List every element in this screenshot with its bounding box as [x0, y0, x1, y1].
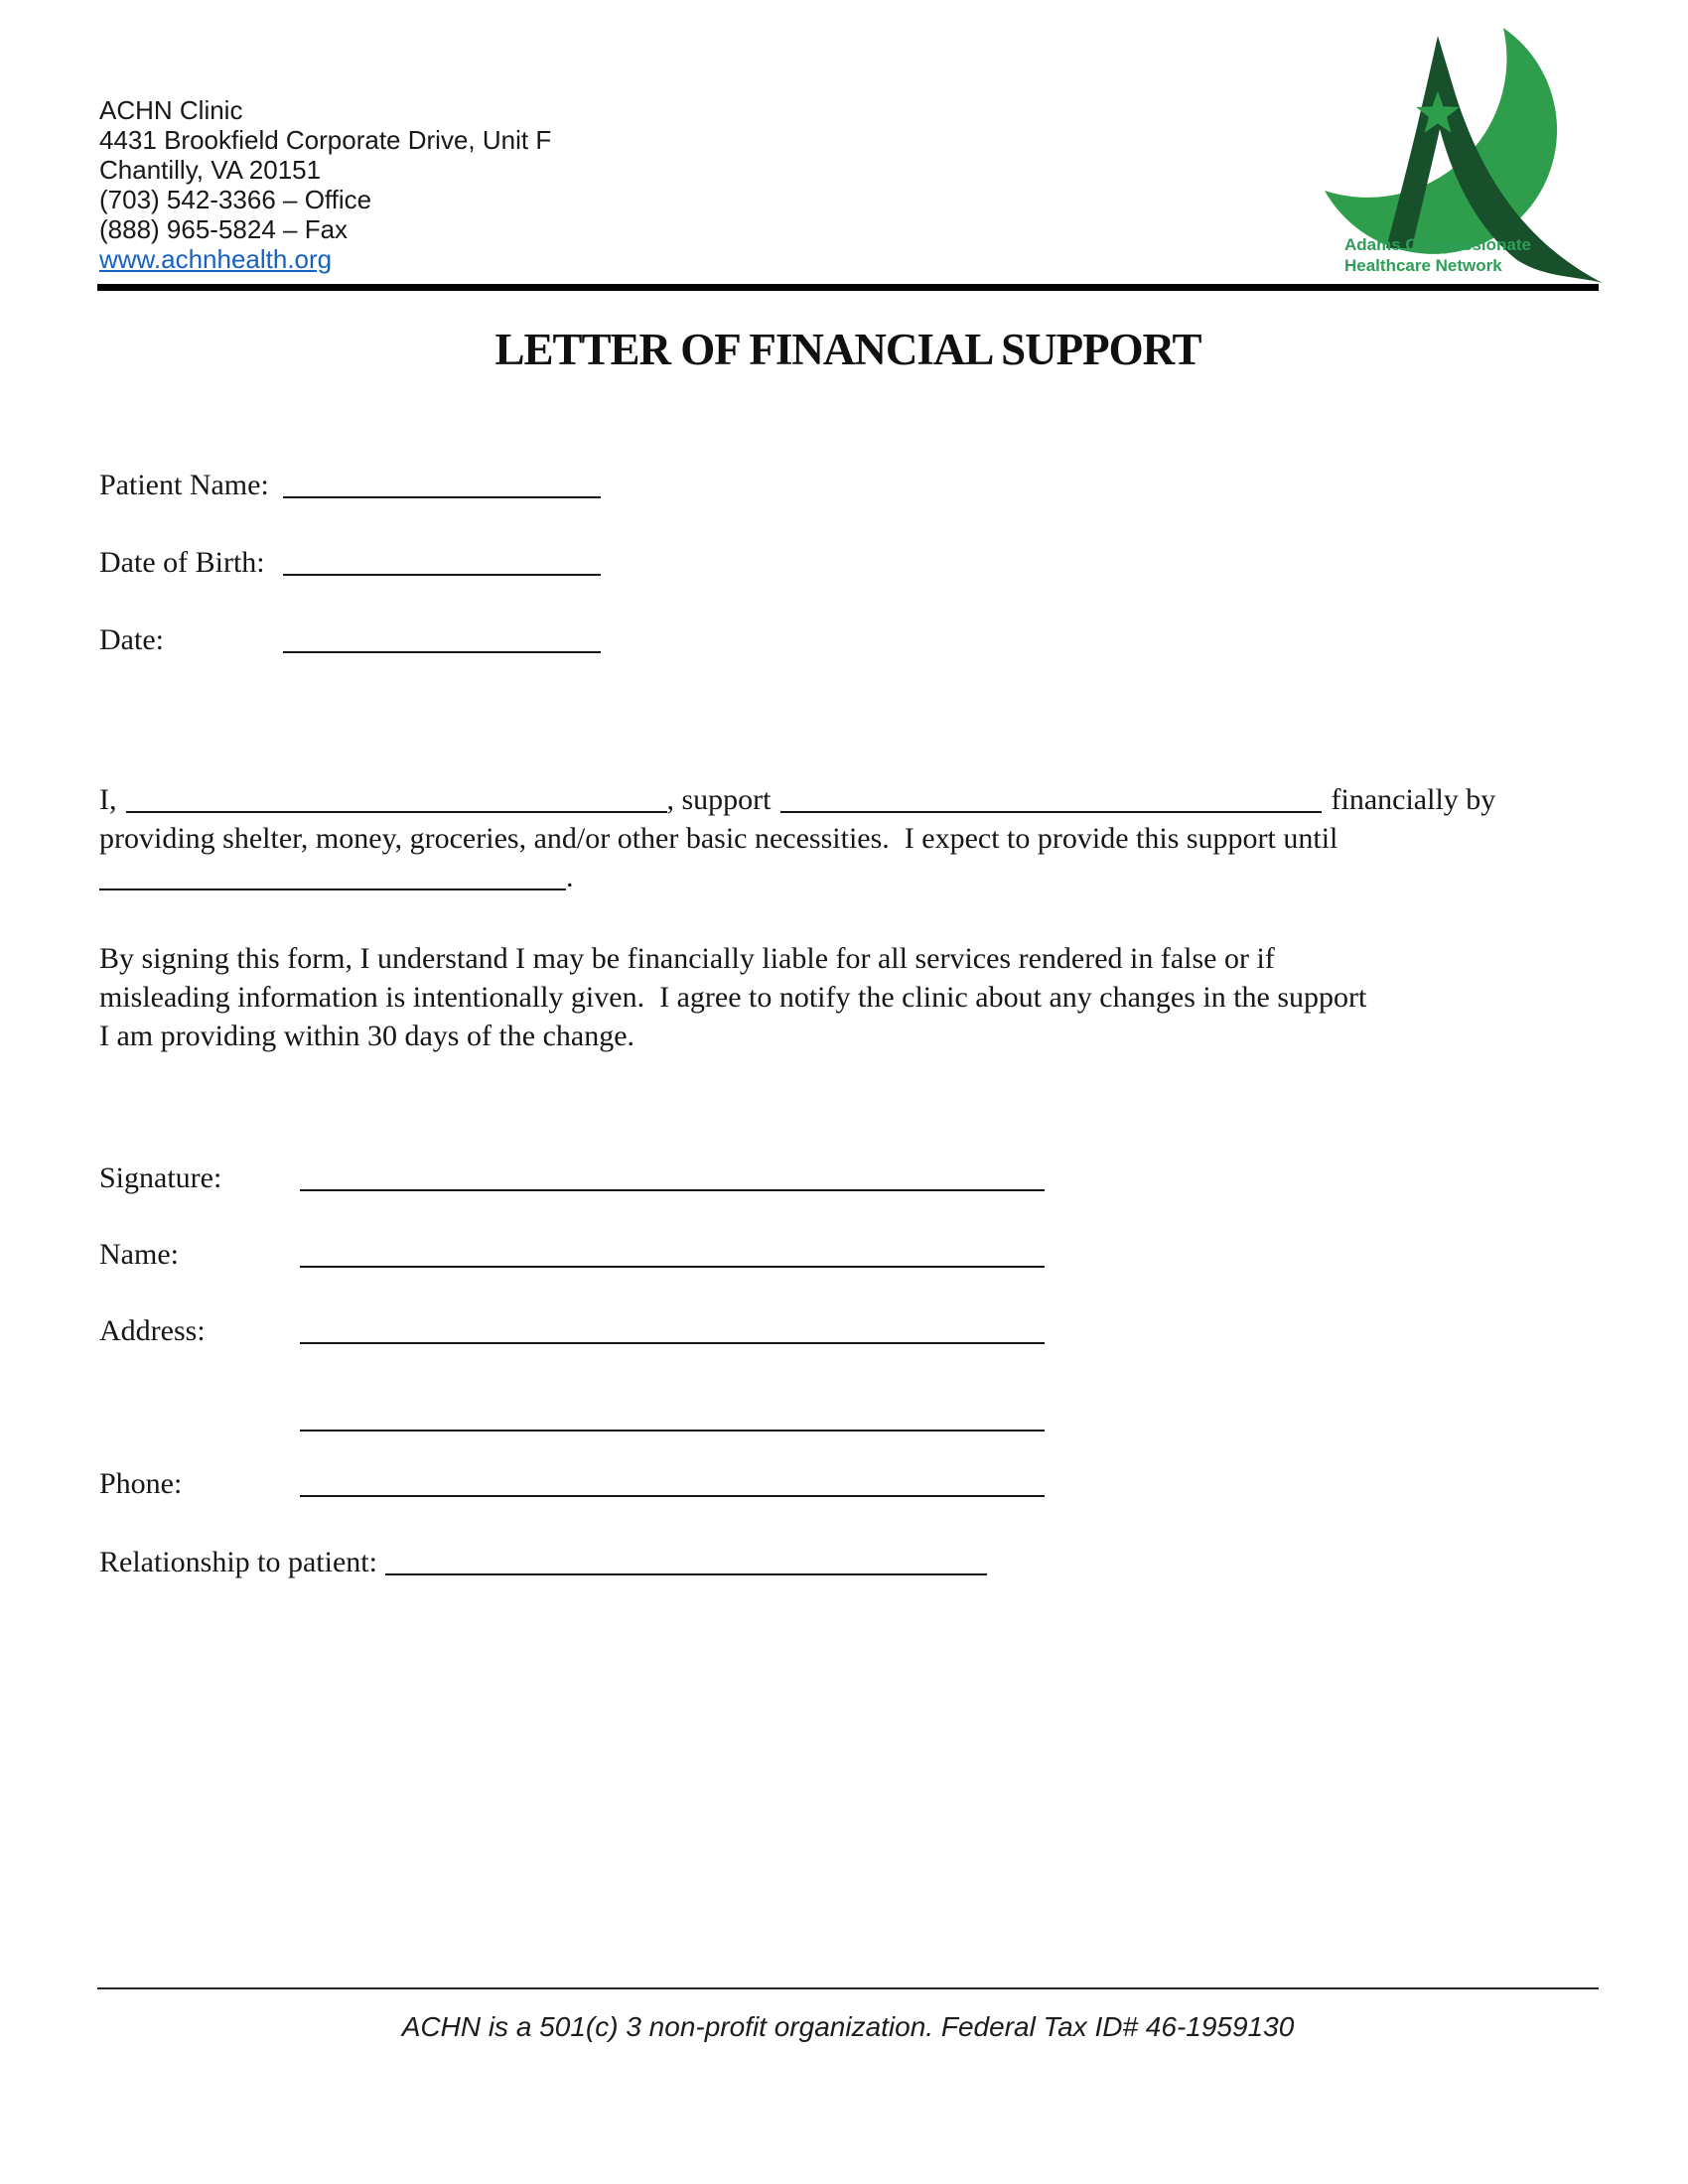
address-continuation-row: [99, 1400, 1597, 1465]
supported-person-blank[interactable]: [780, 785, 1322, 813]
page-title: LETTER OF FINANCIAL SUPPORT: [494, 325, 1201, 374]
relationship-row: [99, 1544, 1597, 1579]
clinic-website-link[interactable]: www.achnhealth.org: [99, 244, 333, 274]
liability-paragraph: [99, 939, 1597, 1055]
relationship-blank[interactable]: [385, 1548, 987, 1575]
patient-info-section: [99, 467, 1597, 699]
support-seg-support: , support: [666, 783, 772, 816]
logo-caption: [1344, 234, 1531, 276]
phone-label: Phone:: [99, 1467, 183, 1500]
clinic-fax: (888) 965-5824 – Fax: [99, 214, 349, 244]
address-continuation-blank[interactable]: [300, 1404, 1045, 1432]
date-of-birth-label: Date of Birth:: [99, 546, 265, 579]
phone-blank[interactable]: [300, 1469, 1045, 1497]
support-statement-line1: [99, 780, 1597, 819]
patient-name-label: Patient Name:: [99, 469, 269, 501]
address-blank[interactable]: [300, 1316, 1045, 1344]
name-blank[interactable]: [300, 1240, 1045, 1268]
phone-row: [99, 1465, 1597, 1544]
support-statement-paragraph: [99, 780, 1597, 896]
logo-org-name-line2: Healthcare Network: [1344, 256, 1502, 275]
support-seg-period: .: [566, 861, 574, 893]
patient-name-row: [99, 467, 1597, 544]
date-of-birth-blank[interactable]: [283, 548, 601, 576]
support-seg-financially: financially by: [1331, 783, 1496, 816]
support-until-blank[interactable]: [99, 863, 566, 890]
name-row: [99, 1236, 1597, 1312]
address-row: [99, 1312, 1597, 1400]
clinic-address-line2: Chantilly, VA 20151: [99, 155, 322, 185]
clinic-office-phone: (703) 542-3366 – Office: [99, 185, 372, 214]
signature-row: [99, 1160, 1597, 1236]
supporter-name-blank[interactable]: [126, 785, 667, 813]
achn-logo: [1293, 10, 1626, 292]
date-row: [99, 621, 1597, 699]
relationship-label: Relationship to patient:: [99, 1546, 377, 1578]
date-label: Date:: [99, 623, 164, 656]
clinic-contact-block: [99, 95, 551, 274]
logo-org-name-line1: Adams Compassionate: [1344, 235, 1531, 254]
signature-blank[interactable]: [300, 1163, 1045, 1191]
address-label: Address:: [99, 1314, 206, 1347]
support-seg-i: I,: [99, 783, 117, 816]
date-blank[interactable]: [283, 625, 601, 653]
header-divider-rule: [97, 284, 1599, 291]
footer-nonprofit-note: ACHN is a 501(c) 3 non-profit organization. Federal Tax ID# 46-1959130: [401, 2011, 1295, 2042]
liability-line2: misleading information is intentionally given. I agree to notify the clinic about any changes in the support: [99, 981, 1367, 1014]
patient-name-blank[interactable]: [283, 471, 601, 498]
liability-line3: I am providing within 30 days of the change.: [99, 1020, 635, 1052]
support-statement-line3: [99, 858, 1597, 896]
signature-label: Signature:: [99, 1161, 222, 1194]
footer-divider-rule: [97, 1987, 1599, 1989]
signature-section: [99, 1160, 1597, 1579]
liability-line1: By signing this form, I understand I may be financially liable for all services rendered in false or if: [99, 942, 1275, 975]
clinic-name: ACHN Clinic: [99, 95, 243, 125]
clinic-address-line1: 4431 Brookfield Corporate Drive, Unit F: [99, 125, 552, 155]
support-statement-line2: providing shelter, money, groceries, and/or other basic necessities. I expect to provide this support until: [99, 822, 1338, 855]
date-of-birth-row: [99, 544, 1597, 621]
name-label: Name:: [99, 1238, 179, 1271]
